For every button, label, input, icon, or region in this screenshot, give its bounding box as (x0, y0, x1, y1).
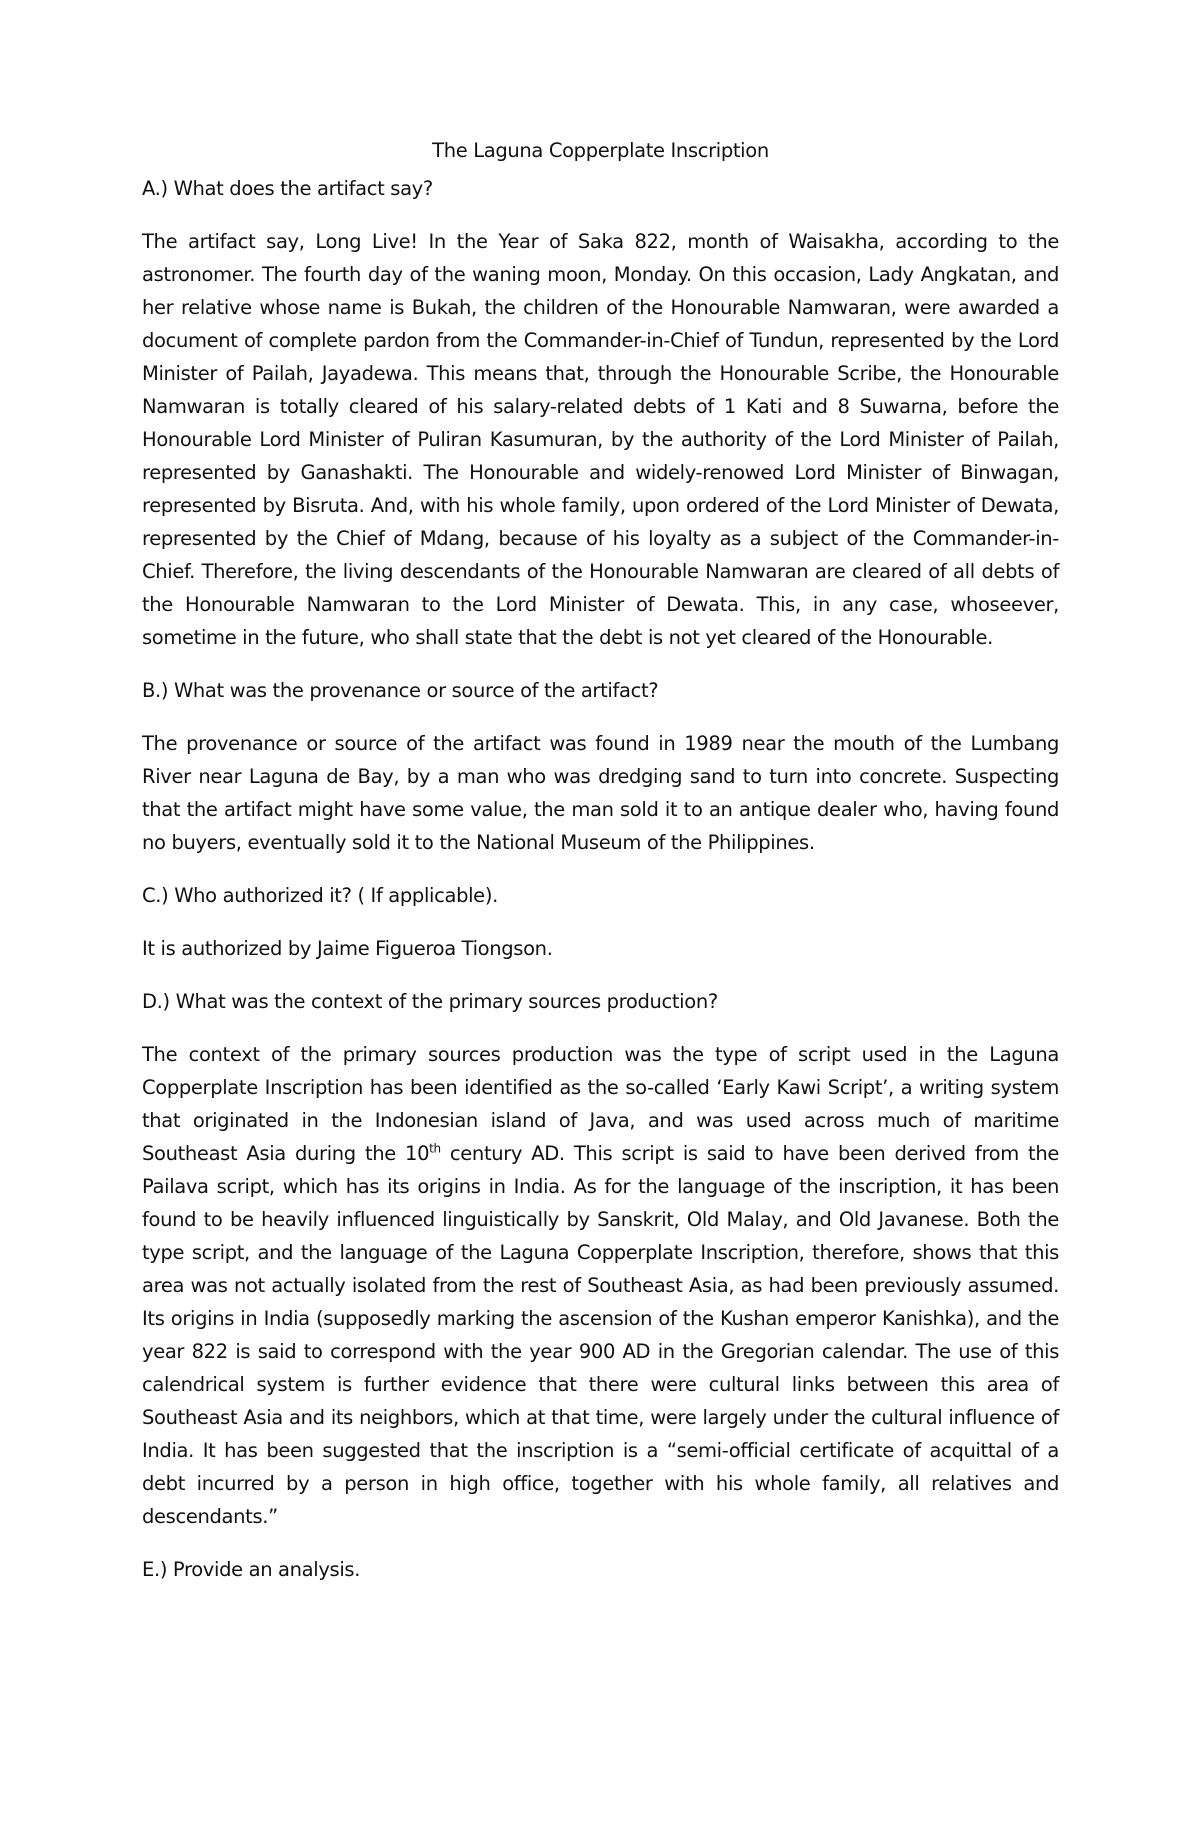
answer-c: It is authorized by Jaime Figueroa Tiongson. (142, 937, 553, 960)
question-e: E.) Provide an analysis. (142, 1558, 361, 1581)
document-title: The Laguna Copperplate Inscription (432, 139, 769, 162)
question-b: B.) What was the provenance or source of the artifact? (142, 679, 659, 702)
question-a: A.) What does the artifact say? (142, 177, 433, 200)
document-body (142, 134, 1059, 1606)
answer-b: The provenance or source of the artifact was found in 1989 near the mouth of the Lumbang River near Laguna de Bay, by a man who was dredging sand to turn into concrete. Suspecting that the artifact might have some value, the man sold it to an antique dealer who, having found no buyers, eventually sold it to the National Museum of the Philippines. (142, 732, 1059, 854)
ordinal-superscript: th (429, 1141, 441, 1156)
answer-d (142, 1038, 1059, 1533)
answer-d-part-1: The context of the primary sources production was the type of script used in the Laguna Copperplate Inscription has been identified as the so-called ‘Early Kawi Script’, a writing system that originated in the Indonesian island of Java, and was used across much of maritime Southeast Asia during the 10 (142, 1043, 1059, 1165)
question-d: D.) What was the context of the primary sources production? (142, 990, 718, 1013)
answer-a: The artifact say, Long Live! In the Year of Saka 822, month of Waisakha, according to the astronomer. The fourth day of the waning moon, Monday. On this occasion, Lady Angkatan, and her relative whose name is Bukah, the children of the Honourable Namwaran, were awarded a document of complete pardon from the Commander-in-Chief of Tundun, represented by the Lord Minister of Pailah, Jayadewa. This means that, through the Honourable Scribe, the Honourable Namwaran is totally cleared of his salary-related debts of 1 Kati and 8 Suwarna, before the Honourable Lord Minister of Puliran Kasumuran, by the authority of the Lord Minister of Pailah, represented by Ganashakti. The Honourable and widely-renowed Lord Minister of Binwagan, represented by Bisruta. And, with his whole family, upon ordered of the Lord Minister of Dewata, represented by the Chief of Mdang, because of his loyalty as a subject of the Commander-in-Chief. Therefore, the living descendants of the Honourable Namwaran are cleared of all debts of the Honourable Namwaran to the Lord Minister of Dewata. This, in any case, whoseever, sometime in the future, who shall state that the debt is not yet cleared of the Honourable. (142, 230, 1059, 649)
question-c: C.) Who authorized it? ( If applicable). (142, 884, 498, 907)
answer-d-part-2: century AD. This script is said to have been derived from the Pailava script, which has its origins in India. As for the language of the inscription, it has been found to be heavily influenced linguistically by Sanskrit, Old Malay, and Old Javanese. Both the type script, and the language of the Laguna Copperplate Inscription, therefore, shows that this area was not actually isolated from the rest of Southeast Asia, as had been previously assumed. Its origins in India (supposedly marking the ascension of the Kushan emperor Kanishka), and the year 822 is said to correspond with the year 900 AD in the Gregorian calendar. The use of this calendrical system is further evidence that there were cultural links between this area of Southeast Asia and its neighbors, which at that time, were largely under the cultural influence of India. It has been suggested that the inscription is a “semi-official certificate of acquittal of a debt incurred by a person in high office, together with his whole family, all relatives and descendants.” (142, 1142, 1059, 1528)
